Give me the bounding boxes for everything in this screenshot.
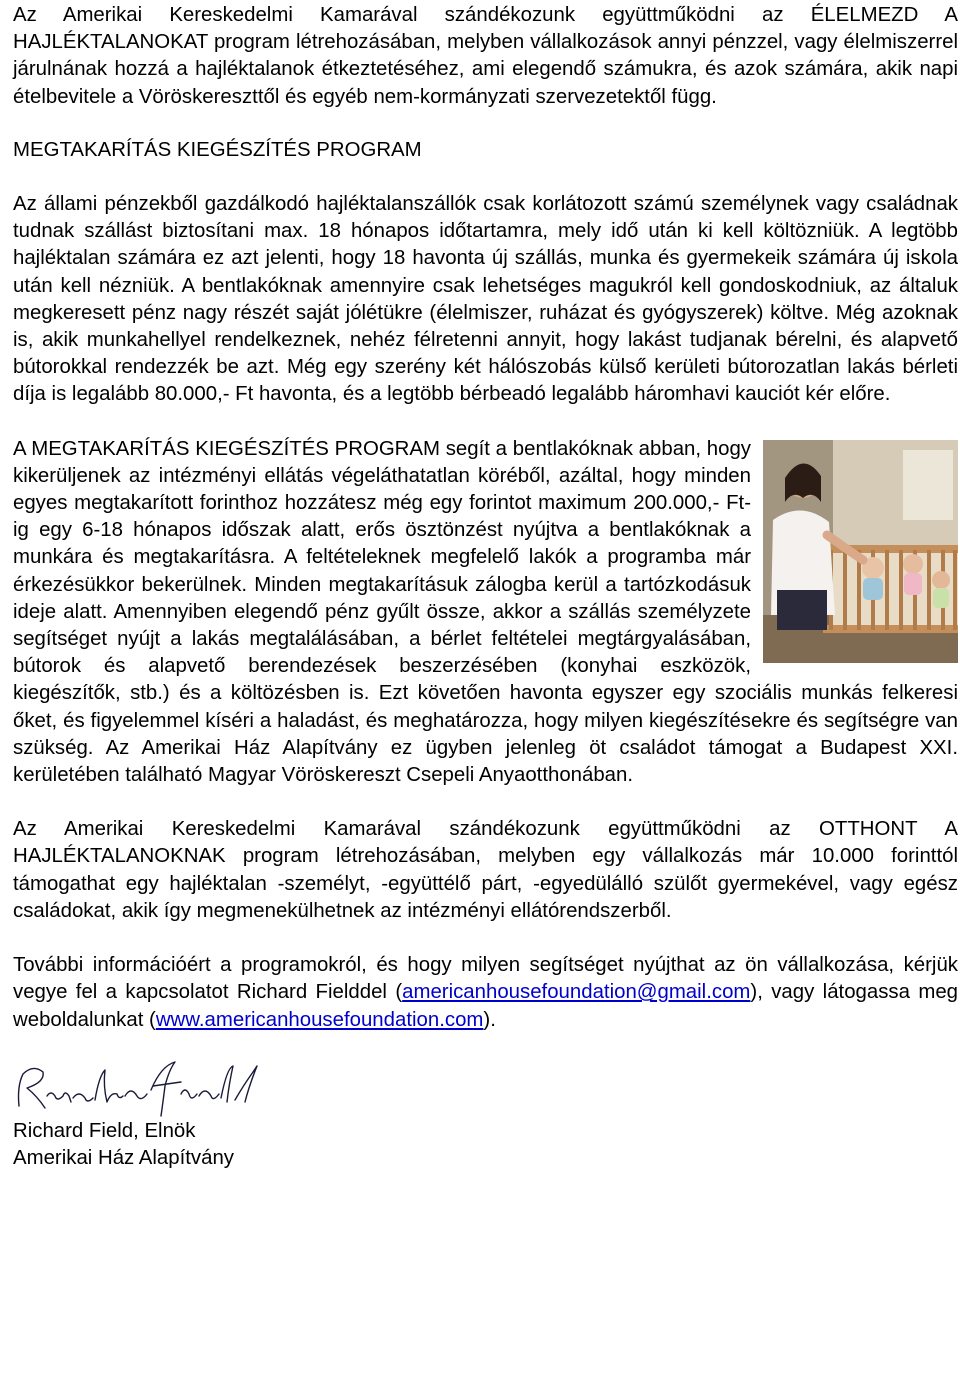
contact-text-middle: ), vagy látogassa meg weboldalunkat ( [13, 981, 958, 1031]
signer-organization: Amerikai Ház Alapítvány [13, 1146, 234, 1169]
paragraph-feed-the-homeless: Az Amerikai Kereskedelmi Kamarával szándékozunk együttműködni az ÉLELMEZD A HAJLÉKTALANOKAT program létrehozásában, melyben vállalkozások annyi pénzzel, vagy élelmiszerrel járulnának hozzá a hajléktalanok étkeztetéséhez, ami elegendő számukra, és azok számára, akik napi ételbevitele a Vöröskereszttől és egyéb nem-kormányzati szervezetektől függ. [13, 4, 958, 108]
letter-page [13, 2, 958, 1172]
email-link[interactable]: americanhousefoundation@gmail.com [402, 981, 751, 1004]
paragraph-shelter-limits: Az állami pénzekből gazdálkodó hajléktalanszállók csak korlátozott számú személynek vagy családnak tudnak szállást biztosítani max. 18 hónapos időtartamra, mely idő után ki kell költözniük. A legtöbb hajléktalan számára ez azt jelenti, hogy 18 havonta új szállás, munka és gyermekeik számára új iskola után kell nézniük. A bentlakóknak amennyire csak lehetséges magukról kell gondoskodniuk, az általuk megkeresett pénz nagy részét saját jólétükre (élelmiszer, ruházat és gyógyszerek) költve. Még azoknak is, akik munkahellyel rendelkeznek, nehéz félretenni annyit, hogy lakást tudjanak bérelni, és alapvető bútorokkal rendezzék be azt. Még egy szerény két hálószobás külső kerületi bútorozatlan lakás bérleti díja is legalább 80.000,- Ft havonta, és a legtöbb bérbeadó legalább háromhavi kauciót kér előre. [13, 193, 958, 406]
photo-mother-with-children [763, 440, 958, 663]
photo-image [763, 440, 958, 663]
signature-image [13, 1056, 263, 1118]
section-heading: MEGTAKARÍTÁS KIEGÉSZÍTÉS PROGRAM [13, 138, 422, 161]
website-link[interactable]: www.americanhousefoundation.com [155, 1008, 484, 1031]
signer-name: Richard Field, Elnök [13, 1119, 196, 1142]
closing-block [13, 1118, 958, 1172]
contact-text-after: ). [483, 1008, 496, 1031]
paragraph-home-for-homeless: Az Amerikai Kereskedelmi Kamarával szándékozunk együttműködni az OTTHONT A HAJLÉKTALANOKNAK program létrehozásában, melyben egy vállalkozás már 10.000 forinttól támogathat egy hajléktalan -személyt, -együttélő párt, -egyedülálló szülőt gyermekével, vagy egész családokat, akik így megmenekülhetnek az intézményi ellátórendszerből. [13, 818, 958, 922]
paragraph-contact-info [13, 952, 958, 1034]
paragraph-savings-program: A MEGTAKARÍTÁS KIEGÉSZÍTÉS PROGRAM segít a bentlakóknak abban, hogy kikerüljenek az intézményi ellátás végeláthatatlan köréből, azáltal, hogy minden egyes megtakarított forinthoz hozzátesz még egy forintot maximum 200.000,- Ft-ig egy 6-18 hónapos időszak alatt, erős ösztönzést nyújtva a bentlakóknak a munkára és megtakarításra. A feltételeknek megfelelő lakók a programba már érkezésükkor bekerülnek. Minden megtakarításuk zálogba kerül a tartózkodásuk ideje alatt. Amennyiben elegendő pénz gyűlt össze, akkor a szállás személyzete segítséget nyújt a lakás megtalálásában, a bérlet feltételei megtárgyalásában, bútorok és alapvető berendezések beszerzésében (konyhai eszközök, kiegészítők, stb.) és a költözésben is. Ezt követően havonta egyszer egy szociális munkás felkeresi őket, és figyelemmel kíséri a haladást, és meghatározza, hogy milyen kiegészítésekre és segítségre van szükség. Az Amerikai Ház Alapítvány ez ügyben jelenleg öt családot támogat a Budapest XXI. kerületében található Magyar Vöröskereszt Csepeli Anyaotthonában. [13, 437, 958, 787]
contact-text-before: További információért a programokról, és hogy milyen segítséget nyújthat az ön vállalkozása, kérjük vegye fel a kapcsolatot Richard Fielddel ( [13, 954, 958, 1004]
paragraph-savings-program-block [13, 436, 958, 790]
signature [13, 1056, 263, 1118]
